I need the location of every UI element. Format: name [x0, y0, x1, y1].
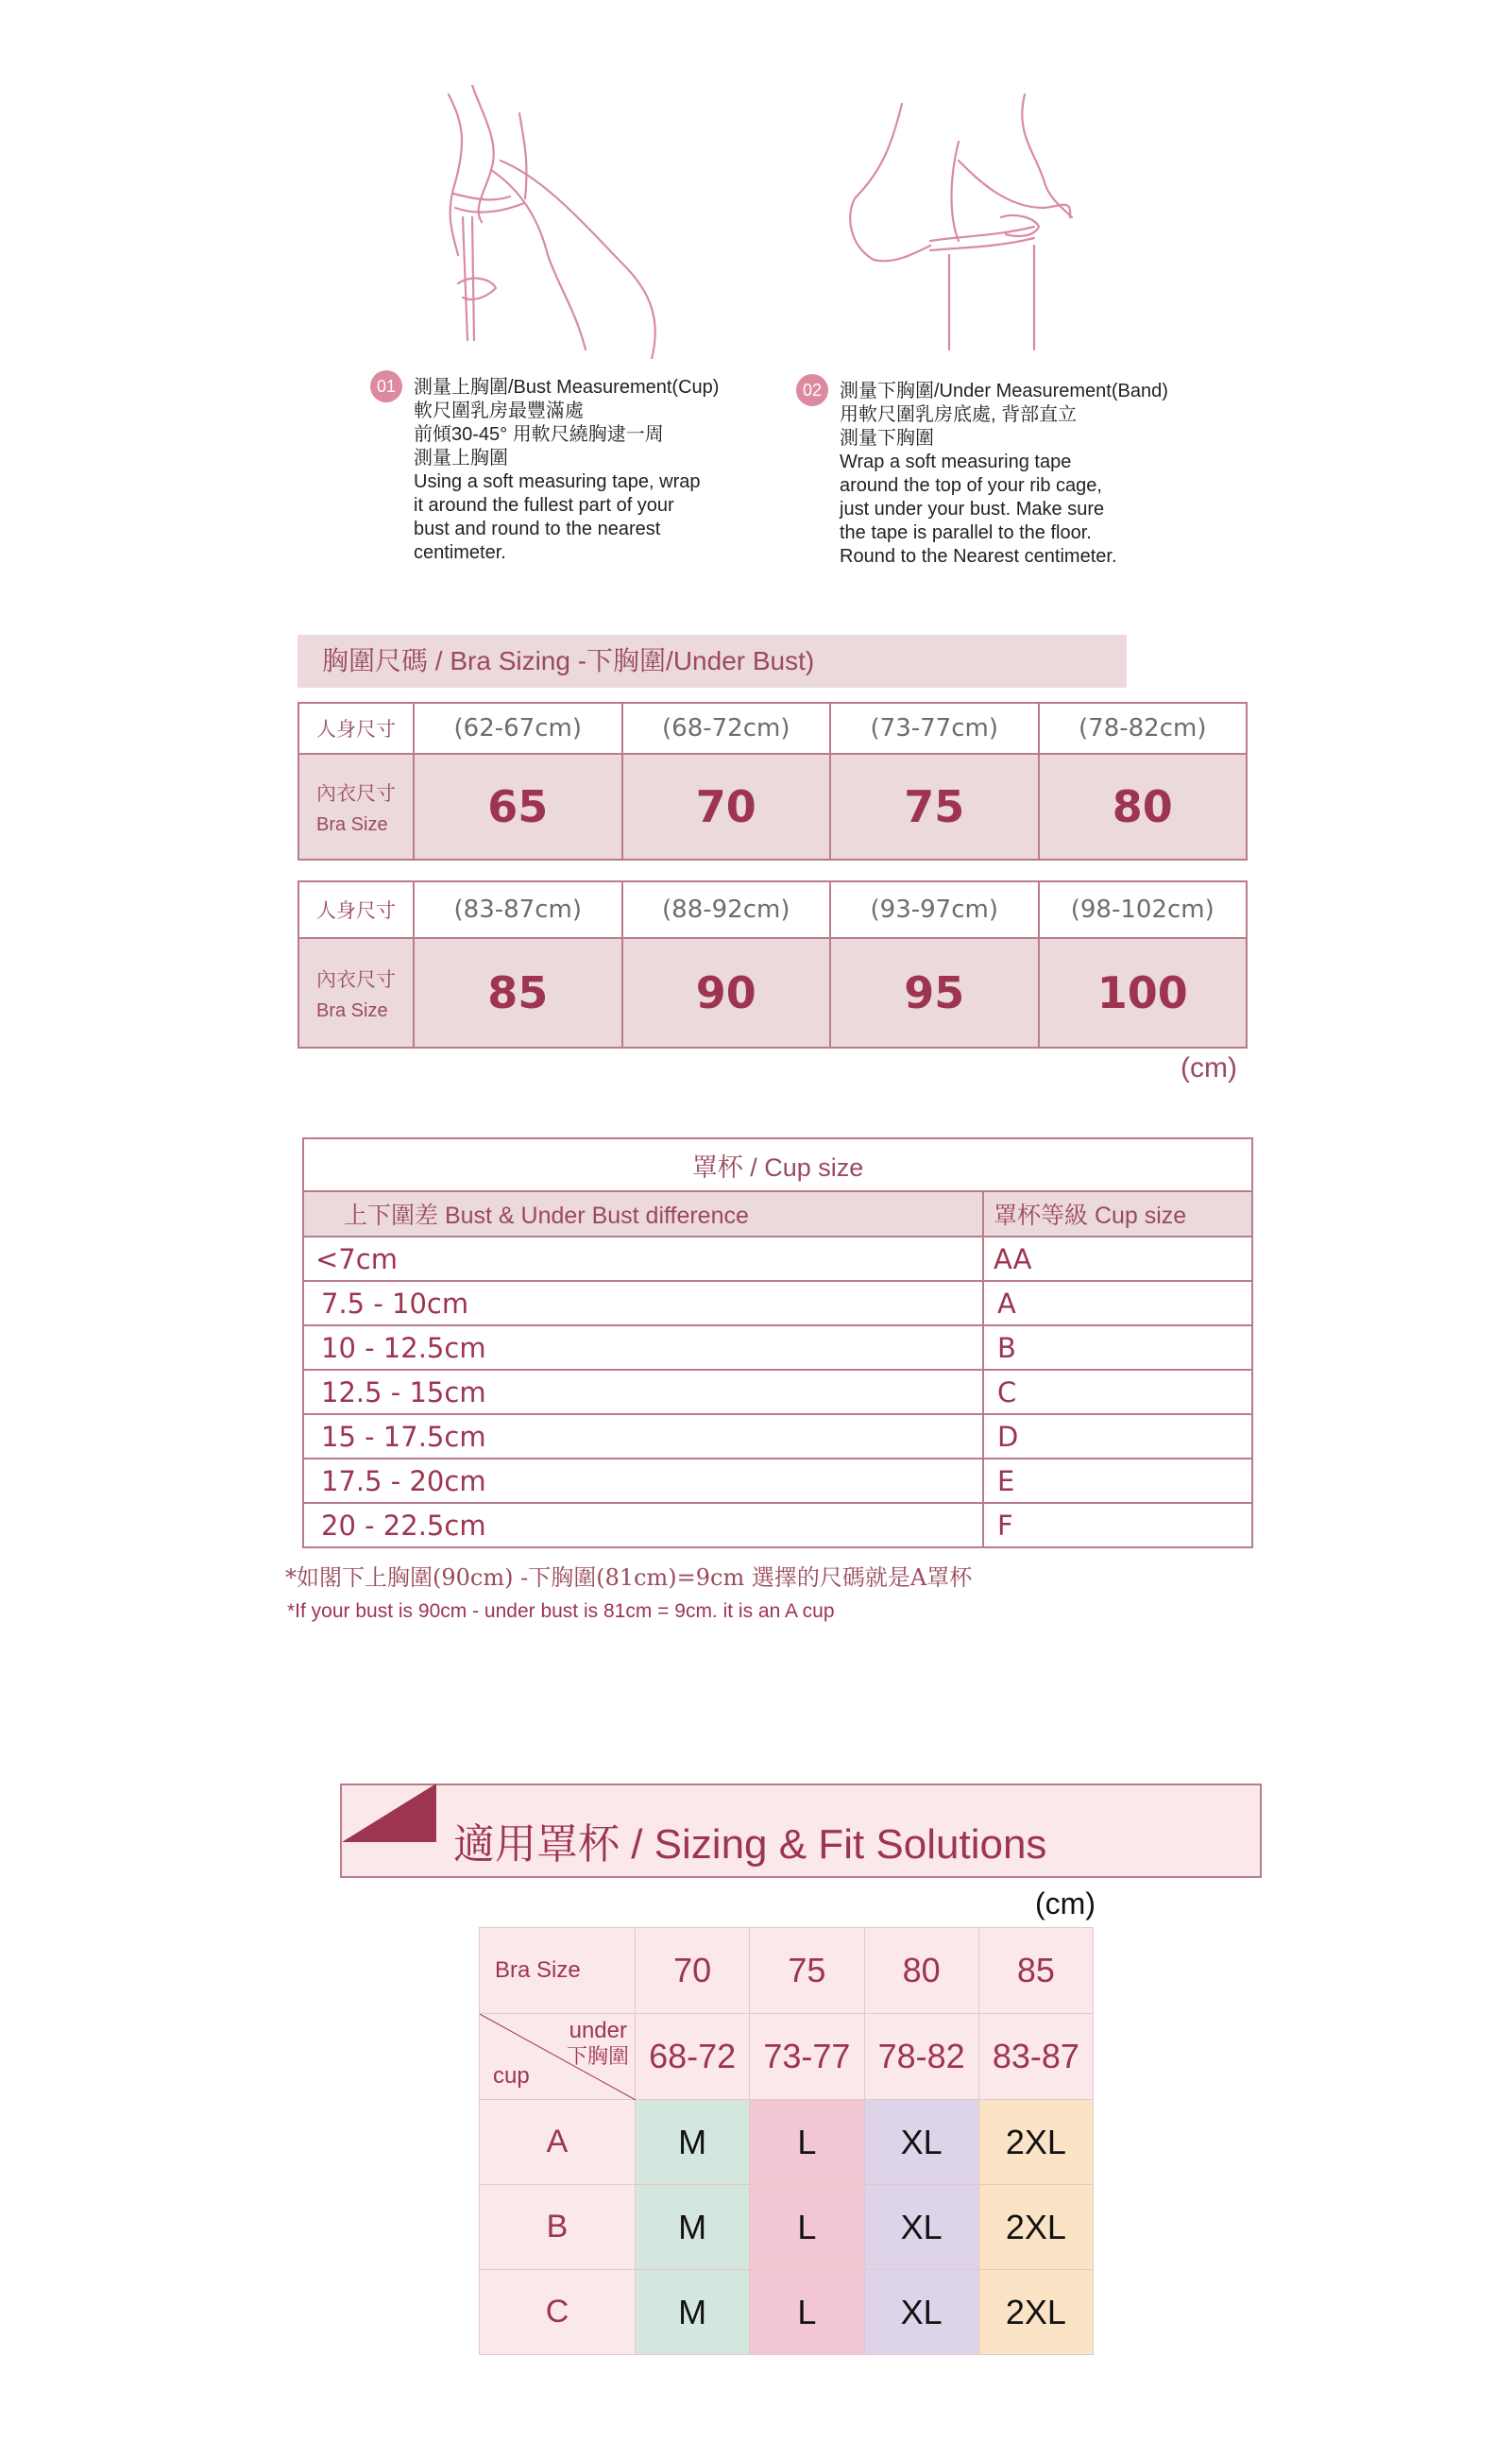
bra-size-label-zh: 內衣尺寸	[316, 781, 396, 805]
fit-title-en: / Sizing & Fit Solutions	[620, 1821, 1047, 1868]
step-line: Round to the Nearest centimeter.	[840, 546, 1117, 567]
fit-size-cell: L	[750, 2100, 864, 2185]
body-size-value: (68-72cm)	[622, 703, 831, 754]
cup-diff-value: 7.5 - 10cm	[303, 1281, 983, 1325]
step-line: 用軟尺圍乳房底處, 背部直立	[840, 404, 1078, 425]
fit-size-cell: XL	[864, 2270, 978, 2355]
cup-diff-value: 15 - 17.5cm	[303, 1414, 983, 1459]
cup-diff-value: 10 - 12.5cm	[303, 1325, 983, 1370]
bra-size-value: 80	[1039, 754, 1248, 860]
bra-size-label	[298, 754, 414, 860]
body-size-value: (62-67cm)	[414, 703, 622, 754]
bra-size-label-en: Bra Size	[316, 813, 388, 835]
cup-diff-value: 12.5 - 15cm	[303, 1370, 983, 1414]
table-row	[303, 1281, 1252, 1325]
fit-under-range: 68-72	[636, 2014, 750, 2100]
bra-size-value: 95	[830, 938, 1039, 1048]
fit-size-cell: 2XL	[978, 2270, 1093, 2355]
fit-size-cell: L	[750, 2270, 864, 2355]
body-size-label: 人身尺寸	[298, 703, 414, 754]
body-size-value: (73-77cm)	[830, 703, 1039, 754]
cup-grade-value: B	[983, 1325, 1252, 1370]
step-line: 測量上胸圍	[414, 448, 508, 469]
bra-size-header: Bra Size	[480, 1928, 636, 2014]
fit-size-cell: M	[636, 2100, 750, 2185]
table-row	[303, 1503, 1252, 1547]
fit-under-range: 83-87	[978, 2014, 1093, 2100]
banner-corner-triangle	[342, 1784, 436, 1842]
cup-grade-value: AA	[983, 1237, 1252, 1281]
fit-bra-size: 80	[864, 1928, 978, 2014]
bra-size-value: 90	[622, 938, 831, 1048]
under-label-zh: 下胸圍	[566, 2045, 629, 2069]
fit-bra-size: 75	[750, 1928, 864, 2014]
body-size-value: (83-87cm)	[414, 881, 622, 938]
cup-note-zh: *如閣下上胸圍(90cm) -下胸圍(81cm)=9cm 選擇的尺碼就是A罩杯	[285, 1564, 973, 1591]
bra-size-value: 75	[830, 754, 1039, 860]
table-row	[303, 1459, 1252, 1503]
fit-size-cell: XL	[864, 2100, 978, 2185]
table-row	[480, 2100, 1094, 2185]
cup-grade-header: 罩杯等級 Cup size	[983, 1191, 1252, 1237]
step-number-badge: 02	[796, 374, 828, 406]
fit-size-cell: 2XL	[978, 2185, 1093, 2270]
bust-measurement-illustration	[434, 85, 699, 359]
bra-size-value: 100	[1039, 938, 1248, 1048]
step-number-badge: 01	[370, 370, 402, 402]
cup-size-table	[302, 1137, 1253, 1548]
fit-size-cell: M	[636, 2270, 750, 2355]
body-size-label: 人身尺寸	[298, 881, 414, 938]
fit-under-range: 73-77	[750, 2014, 864, 2100]
fit-solutions-title	[453, 1810, 1046, 1870]
bra-size-label	[298, 938, 414, 1048]
cup-note-en: *If your bust is 90cm - under bust is 81cm = 9cm. it is an A cup	[287, 1600, 835, 1622]
table-row	[480, 2185, 1094, 2270]
step-bust-measurement	[376, 376, 720, 565]
bra-size-table-1	[297, 702, 1248, 861]
cup-grade-value: D	[983, 1414, 1252, 1459]
fit-unit: (cm)	[1035, 1886, 1096, 1920]
cup-grade-value: F	[983, 1503, 1252, 1547]
fit-solutions-banner	[340, 1784, 1262, 1878]
step-line: the tape is parallel to the floor.	[840, 522, 1092, 543]
table-row	[303, 1237, 1252, 1281]
under-bust-measurement-illustration	[845, 85, 1091, 359]
step-line: 前傾30-45° 用軟尺繞胸逮一周	[414, 424, 664, 445]
bra-size-label-en: Bra Size	[316, 999, 388, 1021]
step-line: it around the fullest part of your	[414, 495, 674, 516]
body-size-value: (78-82cm)	[1039, 703, 1248, 754]
bra-sizing-unit: (cm)	[1181, 1052, 1237, 1084]
body-size-value: (88-92cm)	[622, 881, 831, 938]
bra-size-value: 65	[414, 754, 622, 860]
body-size-value: (98-102cm)	[1039, 881, 1248, 938]
bra-size-value: 85	[414, 938, 622, 1048]
cup-size-caption: 罩杯 / Cup size	[303, 1138, 1252, 1191]
fit-size-cell: L	[750, 2185, 864, 2270]
cup-diff-value: <7cm	[303, 1237, 983, 1281]
fit-cup-label: B	[480, 2185, 636, 2270]
fit-cup-label: A	[480, 2100, 636, 2185]
step-line: 測量下胸圍/Under Measurement(Band)	[840, 381, 1168, 401]
cup-grade-value: E	[983, 1459, 1252, 1503]
step-line: 測量上胸圍/Bust Measurement(Cup)	[414, 377, 720, 398]
fit-size-cell: M	[636, 2185, 750, 2270]
fit-size-cell: 2XL	[978, 2100, 1093, 2185]
body-size-value: (93-97cm)	[830, 881, 1039, 938]
bra-size-label-zh: 內衣尺寸	[316, 967, 396, 991]
step-line: centimeter.	[414, 542, 506, 563]
table-row	[303, 1325, 1252, 1370]
bra-sizing-title: 胸圍尺碼 / Bra Sizing -下胸圍/Under Bust)	[297, 635, 1127, 688]
step-line: Using a soft measuring tape, wrap	[414, 471, 701, 492]
step-line: Wrap a soft measuring tape	[840, 452, 1072, 472]
cup-grade-value: C	[983, 1370, 1252, 1414]
cup-diff-value: 17.5 - 20cm	[303, 1459, 983, 1503]
fit-bra-size: 70	[636, 1928, 750, 2014]
step-line: 軟尺圍乳房最豐滿處	[414, 401, 584, 421]
table-row	[303, 1414, 1252, 1459]
cup-diff-value: 20 - 22.5cm	[303, 1503, 983, 1547]
cup-label: cup	[493, 2063, 530, 2089]
fit-size-cell: XL	[864, 2185, 978, 2270]
cup-grade-value: A	[983, 1281, 1252, 1325]
table-row	[480, 2270, 1094, 2355]
step-line: bust and round to the nearest	[414, 519, 661, 539]
step-under-measurement	[802, 380, 1168, 569]
fit-title-zh: 適用罩杯	[453, 1820, 620, 1869]
under-label: under	[569, 2018, 627, 2043]
fit-table	[479, 1927, 1094, 2355]
table-row	[303, 1370, 1252, 1414]
fit-bra-size: 85	[978, 1928, 1093, 2014]
fit-cup-label: C	[480, 2270, 636, 2355]
bra-size-table-2	[297, 880, 1248, 1049]
step-line: around the top of your rib cage,	[840, 475, 1102, 496]
bra-size-value: 70	[622, 754, 831, 860]
cup-diff-header: 上下圍差 Bust & Under Bust difference	[303, 1191, 983, 1237]
fit-under-range: 78-82	[864, 2014, 978, 2100]
under-cup-header	[480, 2014, 636, 2100]
step-line: 測量下胸圍	[840, 428, 934, 449]
step-line: just under your bust. Make sure	[840, 499, 1105, 520]
